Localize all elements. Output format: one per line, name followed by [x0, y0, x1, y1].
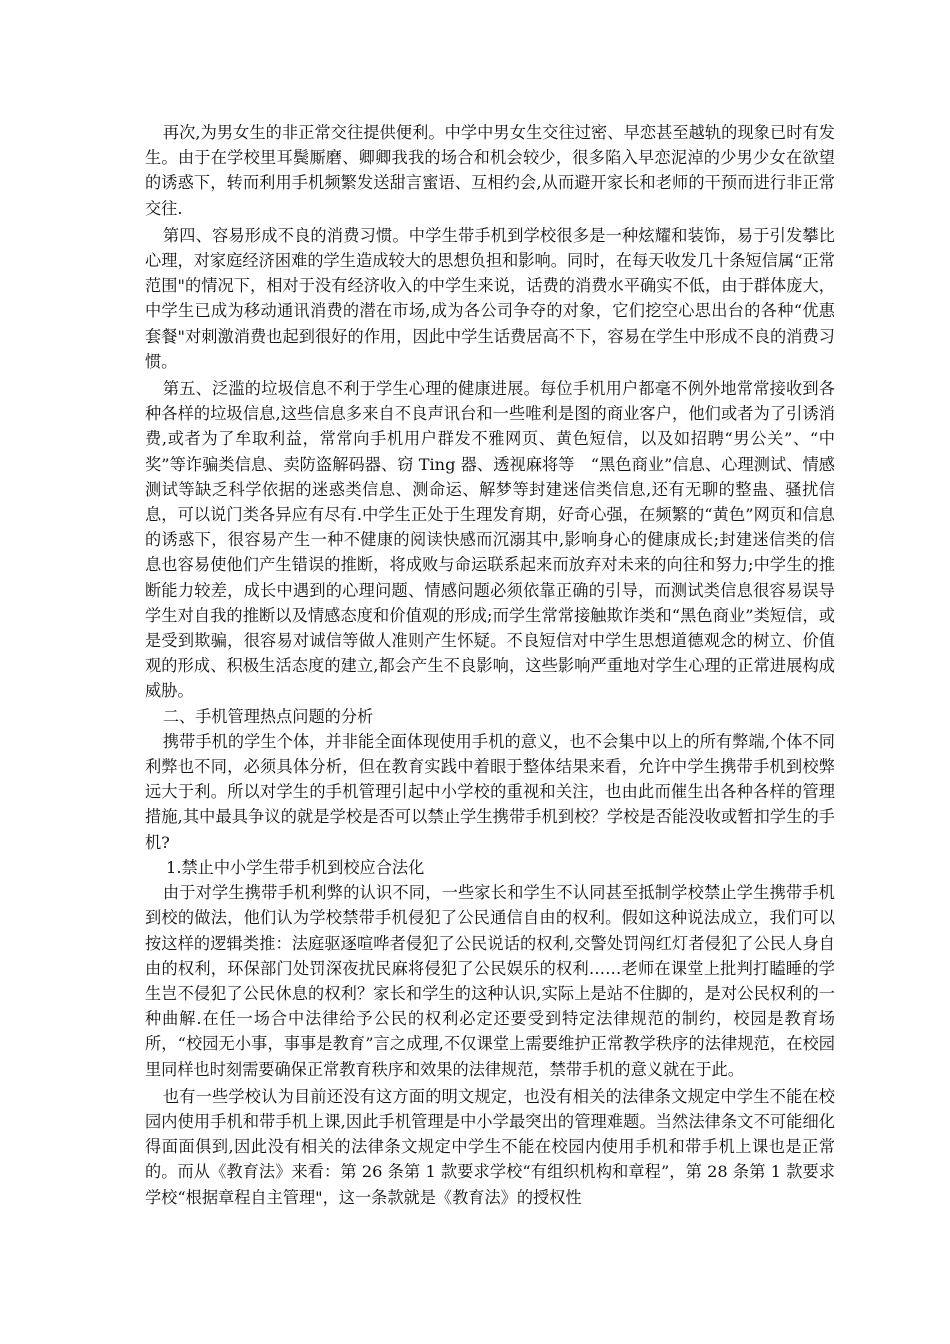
paragraph-education-law: 也有一些学校认为目前还没有这方面的明文规定，也没有相关的法律条文规定中学生不能在校园内使用手机和带手机上课,因此手机管理是中小学最突出的管理难题。当然法律条文不可能细化得面面俱到,因此没有相关的法律条文规定中学生不能在校园内使用手机和带手机上课也是正常的。而从《教育法》来看：第 26 条第 1 款要求学校“有组织机构和章程”，第 28 条第 1 款要求学校“根据章程自主管理"，这一条款就是《教育法》的授权性 — [145, 1086, 835, 1207]
section-heading: 二、手机管理热点问题的分析 — [162, 706, 374, 726]
document-page — [145, 120, 835, 1210]
paragraph-abnormal-relations: 再次,为男女生的非正常交往提供便利。中学中男女生交往过密、早恋甚至越轨的现象已时有发生。由于在学校里耳鬓厮磨、卿卿我我的场合和机会较少，很多陷入早恋泥淖的少男少女在欲望的诱惑下，转而利用手机频繁发送甜言蜜语、互相约会,从而避开家长和老师的干预而进行非正常交往. — [145, 123, 835, 218]
subsection-heading: 1.禁止中小学生带手机到校应合法化 — [166, 857, 425, 877]
paragraph-spam-messages: 第五、泛滥的垃圾信息不利于学生心理的健康进展。每位手机用户都毫不例外地常常接收到各种各样的垃圾信息,这些信息多来自不良声讯台和一些唯利是图的商业客户，他们或者为了引诱消费,或者为了牟取利益，常常向手机用户群发不雅网页、黄色短信，以及如招聘“男公关”、“中奖”等诈骗类信息、卖防盗解码器、窃 Ting 器、透视麻将等 “黑色商业”信息、心理测试、情感测试等缺乏科学依据的迷惑类信息、测命运、解梦等封建迷信类信息,还有无聊的整蛊、骚扰信息，可以说门类各异应有尽有.中学生正处于生理发育期，好奇心强，在频繁的“黄色”网页和信息的诱惑下，很容易产生一种不健康的阅读快感而沉溺其中,影响身心的健康成长;封建迷信类的信息也容易使他们产生错误的推断，将成败与命运联系起来而放弃对未来的向往和努力;中学生的推断能力较差，成长中遇到的心理问题、情感问题必须依靠正确的引导，而测试类信息很容易误导学生对自我的推断以及情感态度和价值观的形成;而学生常常接触欺诈类和“黑色商业”类短信，或是受到欺骗，很容易对诚信等做人准则产生怀疑。不良短信对中学生思想道德观念的树立、价值观的形成、积极生活态度的建立,都会产生不良影响，这些影响严重地对学生心理的正常进展构成威胁。 — [145, 379, 835, 701]
paragraph-legal-basis: 由于对学生携带手机利弊的认识不同，一些家长和学生不认同甚至抵制学校禁止学生携带手机到校的做法，他们认为学校禁带手机侵犯了公民通信自由的权利。假如这种说法成立，我们可以按这样的逻辑类推：法庭驱逐喧哗者侵犯了公民说话的权利,交警处罚闯红灯者侵犯了公民人身自由的权利，环保部门处罚深夜扰民麻将侵犯了公民娱乐的权利……老师在课堂上批判打瞌睡的学生岂不侵犯了公民休息的权利？家长和学生的这种认识,实际上是站不住脚的，是对公民权利的一种曲解.在任一场合中法律给予公民的权利必定还要受到特定法律规范的制约，校园是教育场所，“校园无小事，事事是教育”言之成理,不仅课堂上需要维护正常教学秩序的法律规范，在校园里同样也时刻需要确保正常教育秩序和效果的法律规范，禁带手机的意义就在于此。 — [145, 883, 835, 1079]
paragraph-consumption-habits: 第四、容易形成不良的消费习惯。中学生带手机到学校很多是一种炫耀和装饰，易于引发攀比心理，对家庭经济困难的学生造成较大的思想负担和影响。同时，在每天收发几十条短信属“正常范围"的情况下，相对于没有经济收入的中学生来说，话费的消费水平确实不低，由于群体庞大，中学生已成为移动通讯消费的潜在市场,成为各公司争夺的对象，它们挖空心思出台的各种“优惠套餐"对刺激消费也起到很好的作用，因此中学生话费居高不下，容易在学生中形成不良的消费习惯。 — [145, 225, 835, 371]
paragraph-section-intro: 携带手机的学生个体，并非能全面体现使用手机的意义，也不会集中以上的所有弊端,个体不同利弊也不同，必须具体分析，但在教育实践中着眼于整体结果来看，允许中学生携带手机到校弊远大于利。所以对学生的手机管理引起中小学校的重视和关注，也由此而催生出各种各样的管理措施,其中最具争议的就是学校是否可以禁止学生携带手机到校？学校是否能没收或暂扣学生的手机? — [145, 731, 835, 852]
